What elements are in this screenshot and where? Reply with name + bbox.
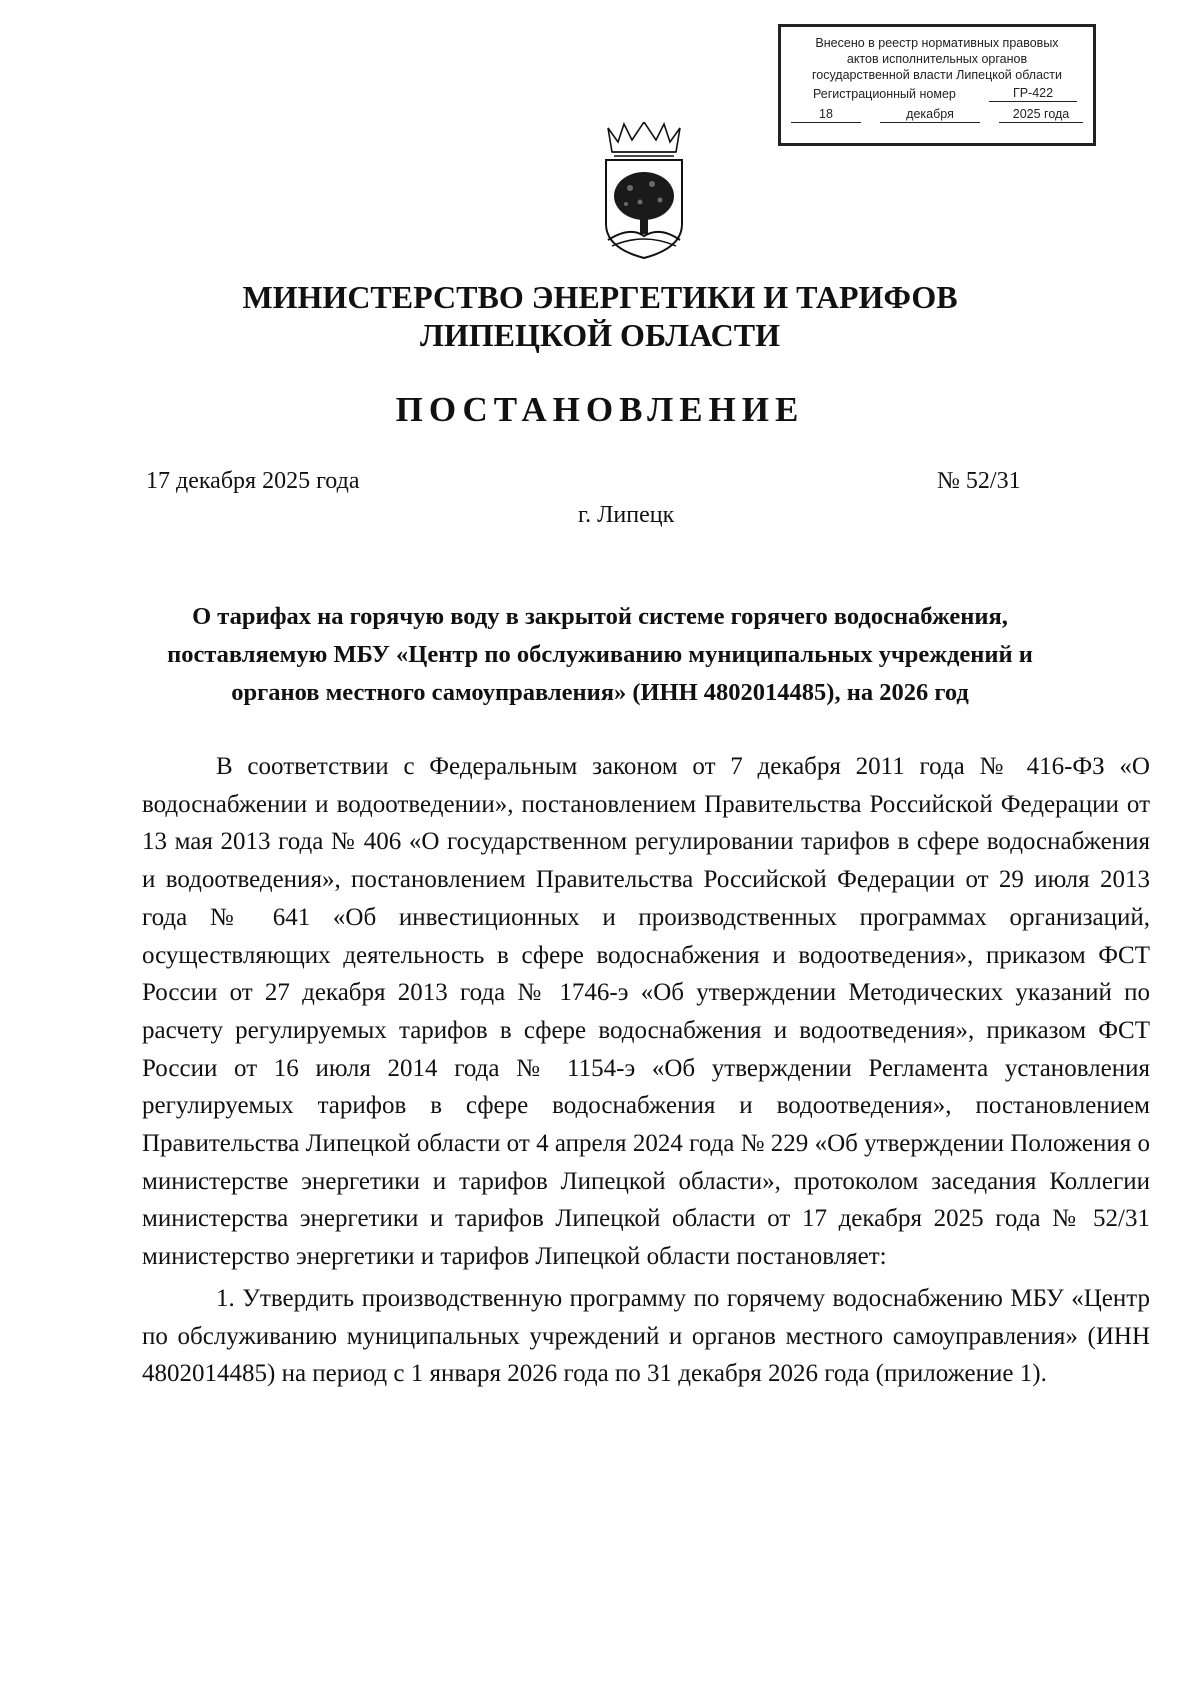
decree-body bbox=[142, 748, 1150, 1393]
ministry-line-2: ЛИПЕЦКОЙ ОБЛАСТИ bbox=[420, 317, 780, 353]
stamp-day: 18 bbox=[791, 106, 861, 123]
decree-subject bbox=[140, 598, 1060, 712]
ministry-name bbox=[0, 278, 1200, 354]
decree-number: № 52/31 bbox=[937, 468, 1021, 494]
stamp-month: декабря bbox=[880, 106, 980, 123]
decree-date: 17 декабря 2025 года bbox=[146, 468, 360, 494]
preamble-paragraph: В соответствии с Федеральным законом от 7 декабря 2011 года № 416-ФЗ «О водоснабжении и водоотведении», постановлением Правительства Российской Федерации от 13 мая 2013 года № 406 «О государственном регулировании тарифов в сфере водоснабжения и водоотведения», постановлением Правительства Российской Федерации от 29 июля 2013 года № 641 «Об инвестиционных и производственных программах организаций, осуществляющих деятельность в сфере водоснабжения и водоотведения», приказом ФСТ России от 27 декабря 2013 года № 1746-э «Об утверждении Методических указаний по расчету регулируемых тарифов в сфере водоснабжения и водоотведения», приказом ФСТ России от 16 июля 2014 года № 1154-э «Об утверждении Регламента установления регулируемых тарифов в сфере водоснабжения и водоотведения», постановлением Правительства Липецкой области от 4 апреля 2024 года № 229 «Об утверждении Положения о министерстве энергетики и тарифов Липецкой области», протоколом заседания Коллегии министерства энергетики и тарифов Липецкой области от 17 декабря 2025 года № 52/31 министерство энергетики и тарифов Липецкой области постановляет: bbox=[142, 753, 1150, 1271]
subject-line-3: органов местного самоуправления» (ИНН 4802014485), на 2026 год bbox=[231, 679, 969, 706]
subject-line-2: поставляемую МБУ «Центр по обслуживанию муниципальных учреждений и bbox=[167, 641, 1033, 668]
lipetsk-coat-of-arms-icon bbox=[600, 122, 688, 260]
registry-stamp bbox=[778, 24, 1096, 146]
item-1-paragraph: 1. Утвердить производственную программу по горячему водоснабжению МБУ «Центр по обслуживанию муниципальных учреждений и органов местного самоуправления» (ИНН 4802014485) на период с 1 января 2026 года по 31 декабря 2026 года (приложение 1). bbox=[142, 1284, 1150, 1388]
decree-city: г. Липецк bbox=[578, 502, 675, 528]
stamp-year: 2025 года bbox=[999, 106, 1083, 123]
subject-line-1: О тарифах на горячую воду в закрытой системе горячего водоснабжения, bbox=[192, 603, 1008, 630]
stamp-line-1: Внесено в реестр нормативных правовых bbox=[815, 36, 1059, 50]
document-type-title: ПОСТАНОВЛЕНИЕ bbox=[395, 390, 805, 429]
ministry-line-1: МИНИСТЕРСТВО ЭНЕРГЕТИКИ И ТАРИФОВ bbox=[242, 279, 958, 315]
stamp-line-3: государственной власти Липецкой области bbox=[811, 68, 1063, 82]
stamp-reg-number: ГР-422 bbox=[989, 85, 1077, 102]
stamp-line-2: актов исполнительных органов bbox=[846, 52, 1028, 66]
stamp-reg-label: Регистрационный номер bbox=[813, 87, 956, 101]
